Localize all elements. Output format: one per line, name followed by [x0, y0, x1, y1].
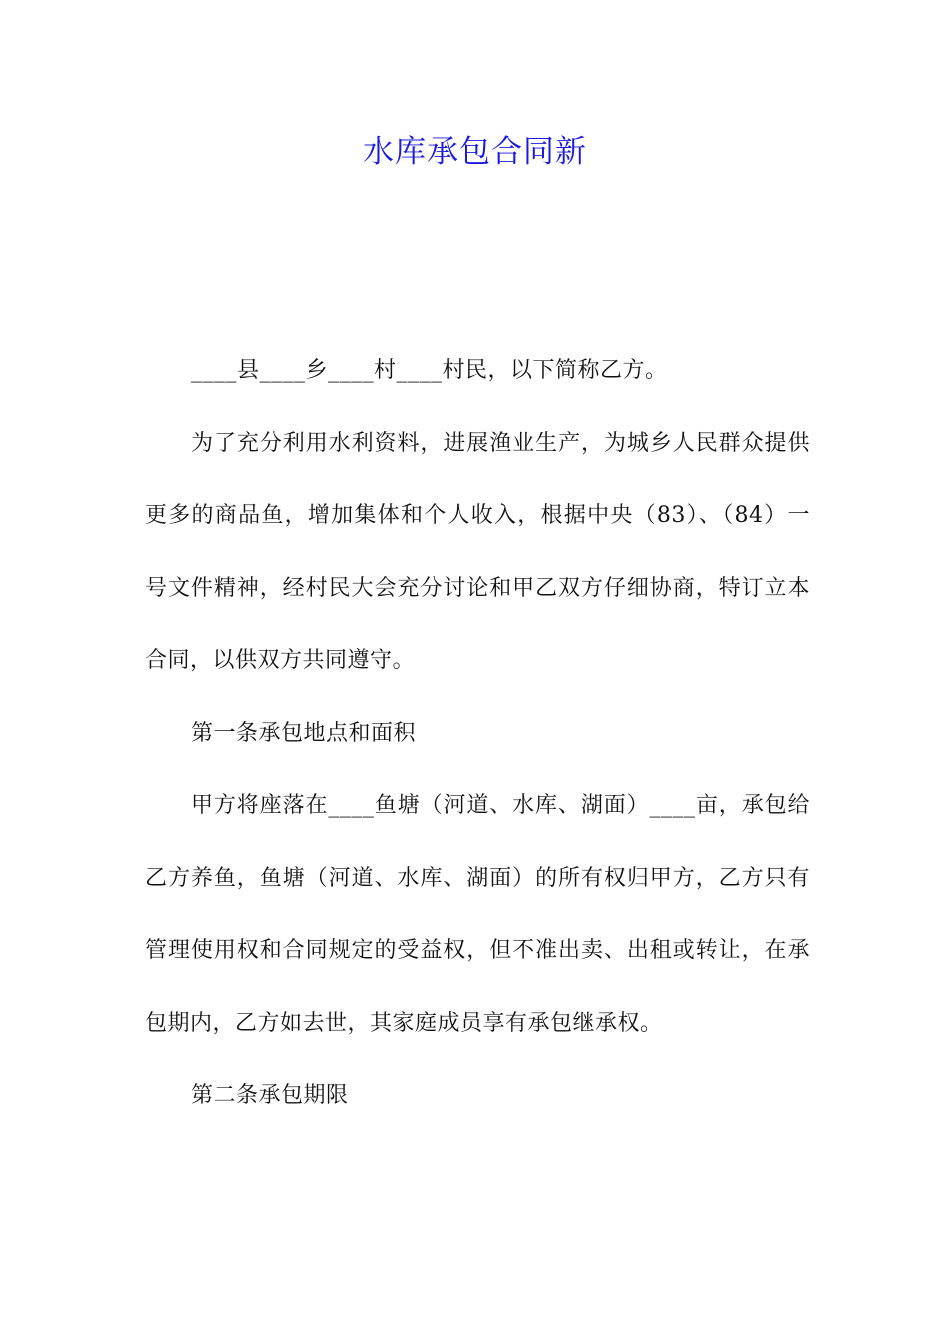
- article-2-heading: 第二条承包期限: [191, 1083, 349, 1108]
- article-1-paragraph: 甲方将座落在____鱼塘（河道、水库、湖面）____亩，承包给乙方养鱼，鱼塘（河道、水库、湖面）的所有权归甲方，乙方只有管理使用权和合同规定的受益权，但不准出卖、出租或转让，在承包期内，乙方如去世，其家庭成员享有承包继承权。: [145, 793, 810, 1036]
- article-1-heading: 第一条承包地点和面积: [191, 720, 417, 746]
- party-b-intro-paragraph: ____县____乡____村____村民，以下简称乙方。: [191, 358, 668, 383]
- purpose-paragraph: 为了充分利用水利资料，进展渔业生产，为城乡人民群众提供更多的商品鱼，增加集体和个人收入，根据中央（83）、（84）一号文件精神，经村民大会充分讨论和甲乙双方仔细协商，特订立本合同，以供双方共同遵守。: [145, 430, 810, 673]
- document-body: [145, 335, 810, 1133]
- document-title: 水库承包合同新: [363, 134, 587, 170]
